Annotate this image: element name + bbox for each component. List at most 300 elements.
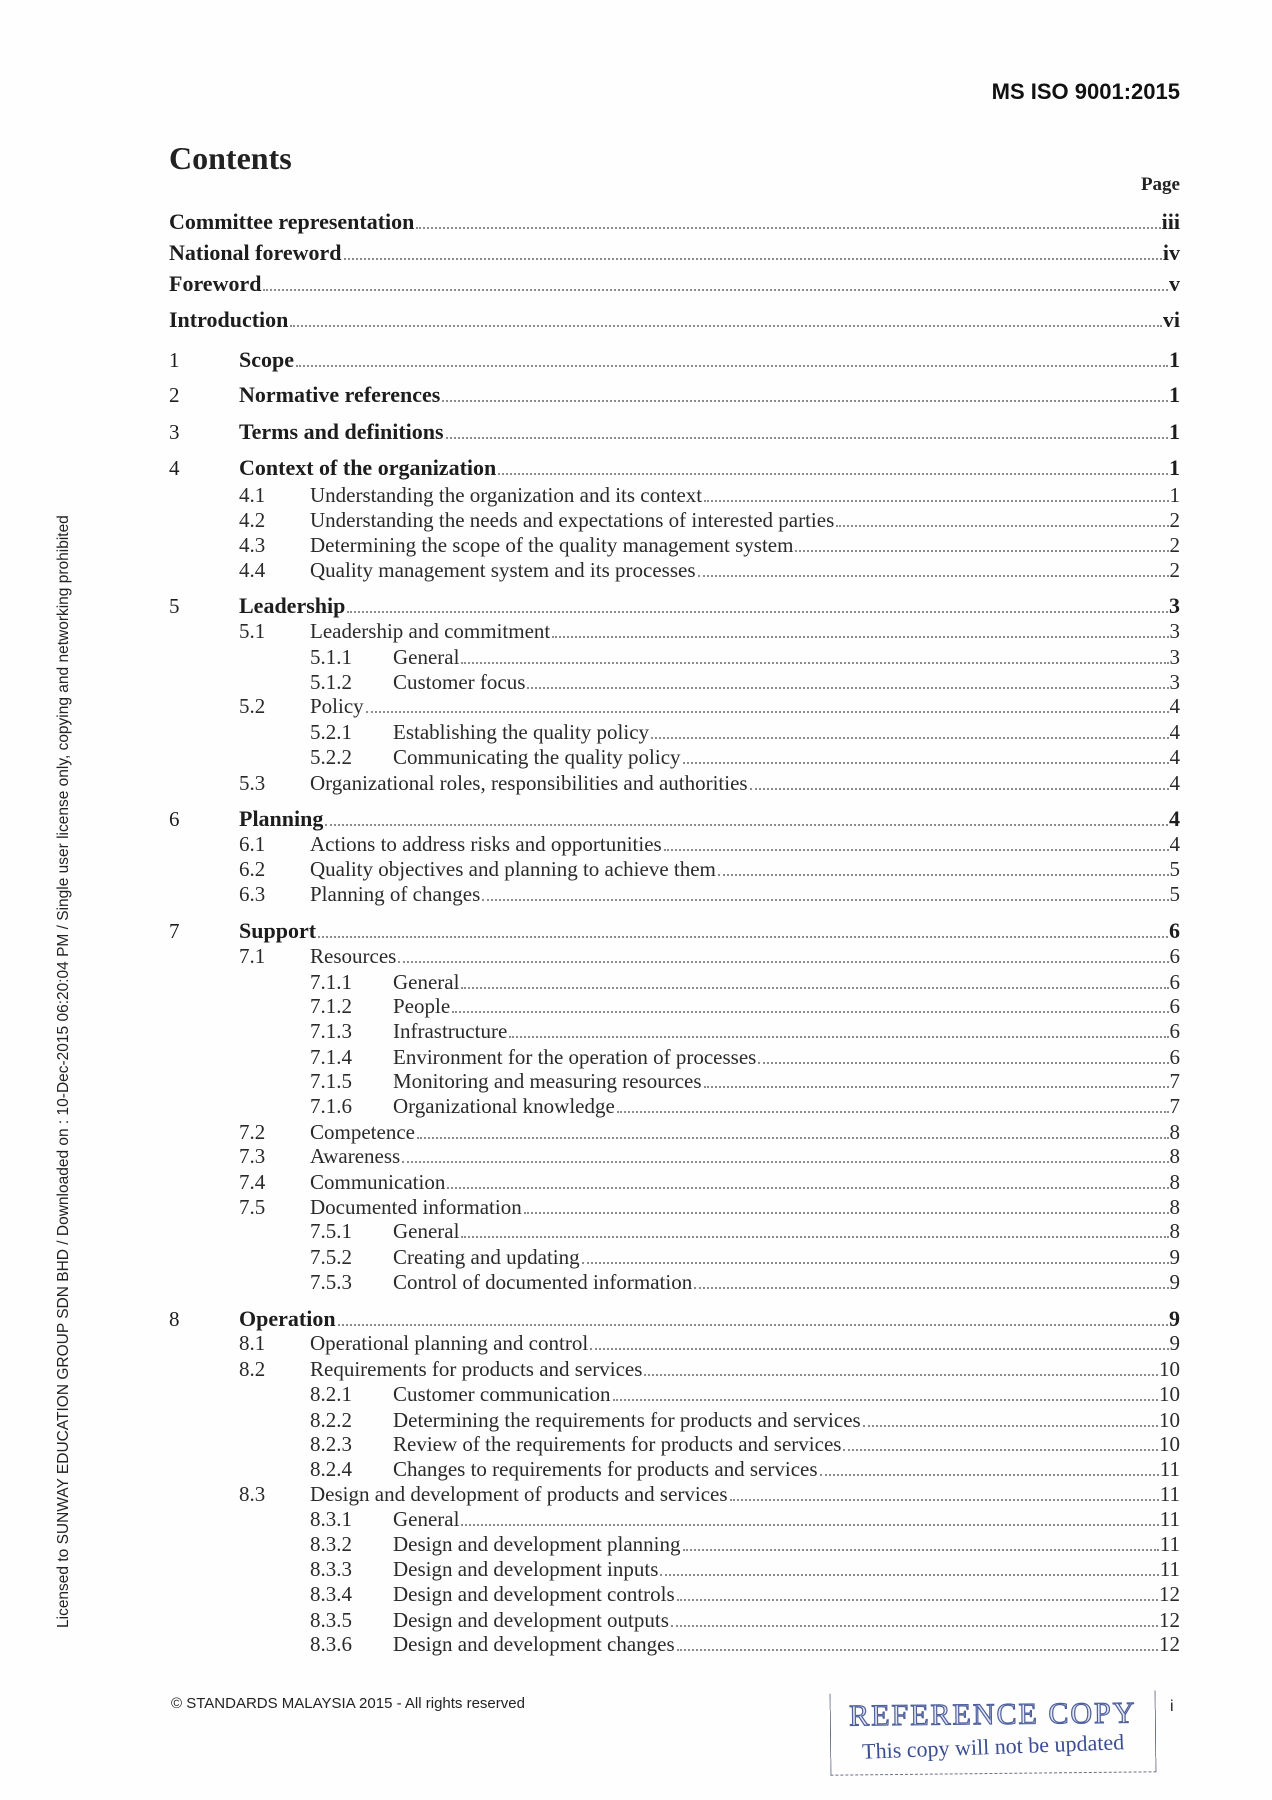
toc-entry-8-3 [0,1481,1272,1507]
toc-entry-line [310,618,1180,644]
subclause-number: 8.1 [239,1331,266,1355]
subsubclause-number: 8.2.4 [310,1457,352,1481]
reference-copy-stamp [830,1690,1157,1775]
subsubclause-number: 7.1.2 [310,994,352,1018]
toc-entry-7-2 [0,1119,1272,1145]
dot-leader [704,500,1168,502]
subclause-title: Design and development of products and services [310,1482,728,1506]
toc-entry-4-4 [0,557,1272,583]
toc-entry-line [393,744,1180,770]
subsubclause-title: Customer focus [393,670,526,694]
toc-entry-8-3-5 [0,1607,1272,1633]
subclause-title: Policy [310,694,364,718]
subclause-title: Understanding the organization and its context [310,483,703,507]
subsubclause-title: Determining the requirements for products and services [393,1408,861,1432]
toc-entry-line [393,1456,1180,1482]
toc-entry-line [310,1330,1180,1356]
toc-entry-line [393,719,1180,745]
dot-leader [582,1262,1169,1264]
subclause-number: 7.2 [239,1120,266,1144]
dot-leader [677,1649,1158,1651]
toc-entry-line [393,1244,1180,1270]
clause-title: Leadership [239,593,346,618]
toc-entry-7-5-3 [0,1269,1272,1295]
subsubclause-title: Environment for the operation of processes [393,1045,757,1069]
toc-entry-6-3 [0,881,1272,907]
subsubclause-number: 7.1.5 [310,1069,352,1093]
subclause-number: 5.2 [239,694,266,718]
subclause-title: Resources [310,944,397,968]
toc-entry-8-3-2 [0,1531,1272,1557]
subclause-title: Understanding the needs and expectations of interested parties [310,508,835,532]
subsubclause-number: 8.2.3 [310,1432,352,1456]
toc-entry-6 [0,806,1272,832]
subsubclause-number: 8.3.1 [310,1507,352,1531]
page-number: 3 [1169,645,1180,669]
toc-entry-8-2-3 [0,1431,1272,1457]
subsubclause-title: Design and development planning [393,1532,681,1556]
subsubclause-number: 8.3.4 [310,1582,352,1606]
subsubclause-title: Control of documented information [393,1270,693,1294]
dot-leader [318,936,1168,938]
toc-entry-line [393,969,1180,995]
stamp-note: This copy will not be updated [861,1729,1125,1764]
toc-entry-8-3-1 [0,1506,1272,1532]
subclause-number: 5.1 [239,619,266,643]
stamp-heading: REFERENCE COPY [849,1696,1137,1733]
toc-entry-7-1 [0,943,1272,969]
subclause-number: 6.2 [239,857,266,881]
toc-entry-line [393,669,1180,695]
subclause-number: 4.4 [239,558,266,582]
toc-entry-8-3-3 [0,1556,1272,1582]
toc-entry-5 [0,593,1272,619]
subsubclause-number: 8.3.5 [310,1608,352,1632]
subclause-title: Actions to address risks and opportunities [310,832,662,856]
subsubclause-number: 5.2.1 [310,720,352,744]
page-number: 6 [1169,994,1180,1018]
toc-entry-7-5 [0,1194,1272,1220]
page-number: 9 [1169,1306,1180,1331]
subsubclause-number: 5.1.1 [310,645,352,669]
subsubclause-title: Monitoring and measuring resources [393,1069,702,1093]
toc-entry-line [239,347,1180,373]
toc-entry-8-2-4 [0,1456,1272,1482]
page-number: 6 [1169,944,1180,968]
toc-entry-line [310,856,1180,882]
toc-entry-7-1-5 [0,1068,1272,1094]
page-number: 11 [1159,1457,1180,1481]
page-number: 6 [1169,970,1180,994]
toc-entry-7-5-2 [0,1244,1272,1270]
toc-entry-line [310,831,1180,857]
dot-leader [704,1086,1169,1088]
page-number: 5 [1169,857,1180,881]
toc-entry-5-2-1 [0,719,1272,745]
dot-leader [398,961,1168,963]
subsubclause-title: General [393,970,460,994]
subclause-number: 6.1 [239,832,266,856]
dot-leader [683,1549,1159,1551]
subsubclause-number: 7.5.1 [310,1219,352,1243]
subsubclause-title: Infrastructure [393,1019,508,1043]
subsubclause-number: 7.1.6 [310,1094,352,1118]
dot-leader [509,1036,1168,1038]
toc-entry-line [393,1044,1180,1070]
dot-leader [417,1137,1169,1139]
toc-entry-6-2 [0,856,1272,882]
toc-entry-line [393,993,1180,1019]
toc-entry-8 [0,1306,1272,1332]
toc-entry-line [393,1407,1180,1433]
subclause-number: 8.2 [239,1357,266,1381]
subsubclause-number: 5.1.2 [310,670,352,694]
subclause-title: Communication [310,1170,446,1194]
page-number: 1 [1169,419,1180,444]
page-number: iv [1162,240,1180,265]
toc-entry-5-2-2 [0,744,1272,770]
subclause-title: Documented information [310,1195,522,1219]
toc-entry-committee-representation [0,209,1272,235]
page-number: 10 [1159,1357,1180,1381]
subsubclause-number: 7.1.1 [310,970,352,994]
subclause-title: Requirements for products and services [310,1357,643,1381]
page-number: 8 [1169,1144,1180,1168]
clause-number: 7 [169,919,180,943]
page-number: 5 [1169,882,1180,906]
entry-title: National foreword [169,240,342,265]
toc-entry-7-4 [0,1169,1272,1195]
toc-entry-line [310,1119,1180,1145]
subsubclause-title: Design and development outputs [393,1608,669,1632]
clause-title: Planning [239,806,324,831]
toc-entry-line [310,1169,1180,1195]
toc-entry-line [393,1093,1180,1119]
subclause-title: Awareness [310,1144,401,1168]
toc-entry-line [393,1556,1180,1582]
subclause-title: Organizational roles, responsibilities and authorities [310,771,748,795]
dot-leader [461,1236,1168,1238]
subclause-number: 7.3 [239,1144,266,1168]
subsubclause-title: General [393,1219,460,1243]
toc-entry-line [310,507,1180,533]
toc-entry-line [239,382,1180,408]
dot-leader [416,227,1160,229]
toc-entry-line [393,1431,1180,1457]
page-number: 9 [1169,1331,1180,1355]
subsubclause-title: Design and development changes [393,1632,675,1656]
toc-entry-line [393,1018,1180,1044]
page-number: 8 [1169,1195,1180,1219]
page-number: iii [1161,209,1180,234]
toc-entry-line [310,1194,1180,1220]
toc-entry-line [393,1531,1180,1557]
page-number: 6 [1169,1045,1180,1069]
clause-title: Terms and definitions [239,419,444,444]
page-number: v [1169,271,1180,296]
dot-leader [677,1599,1158,1601]
dot-leader [344,258,1162,260]
dot-leader [447,1187,1168,1189]
toc-entry-line [239,419,1180,445]
dot-leader [750,788,1169,790]
toc-entry-line [239,806,1180,832]
toc-entry-line [310,770,1180,796]
dot-leader [694,1287,1168,1289]
toc-entry-7-1-2 [0,993,1272,1019]
page-number: 1 [1169,483,1180,507]
toc-entry-line [169,307,1180,333]
toc-entry-line [310,1356,1180,1382]
toc-entry-8-2 [0,1356,1272,1382]
subsubclause-title: Creating and updating [393,1245,580,1269]
toc-entry-line [393,644,1180,670]
toc-entry-line [239,1306,1180,1332]
subsubclause-number: 7.1.4 [310,1045,352,1069]
subsubclause-number: 7.5.3 [310,1270,352,1294]
toc-entry-1 [0,347,1272,373]
subclause-title: Quality management system and its processes [310,558,696,582]
toc-entry-8-2-2 [0,1407,1272,1433]
dot-leader [843,1449,1158,1451]
subclause-number: 7.4 [239,1170,266,1194]
standard-designation: MS ISO 9001:2015 [991,79,1180,104]
page-number: 4 [1169,832,1180,856]
toc-entry-line [310,557,1180,583]
subclause-number: 4.2 [239,508,266,532]
dot-leader [347,611,1168,613]
page-number: 12 [1159,1582,1180,1606]
toc-entry-line [169,271,1180,297]
subsubclause-number: 8.2.2 [310,1408,352,1432]
dot-leader [524,1212,1169,1214]
toc-entry-7 [0,918,1272,944]
dot-leader [461,987,1168,989]
toc-entry-5-3 [0,770,1272,796]
dot-leader [296,365,1168,367]
page-number: 3 [1169,593,1180,618]
subsubclause-number: 7.1.3 [310,1019,352,1043]
toc-entry-line [169,209,1180,235]
page-number: 2 [1169,558,1180,582]
page-number: 4 [1169,720,1180,744]
dot-leader [527,687,1168,689]
page-title: Contents [169,140,292,176]
page-column-label: Page [1140,174,1180,195]
toc-entry-4 [0,455,1272,481]
clause-title: Normative references [239,382,441,407]
toc-entry-line [393,1581,1180,1607]
toc-entry-line [310,881,1180,907]
subclause-number: 6.3 [239,882,266,906]
toc-entry-line [393,1269,1180,1295]
clause-number: 2 [169,383,180,407]
toc-entry-line [393,1631,1180,1657]
subsubclause-title: Organizational knowledge [393,1094,615,1118]
dot-leader [718,874,1169,876]
subsubclause-title: Establishing the quality policy [393,720,650,744]
page-number: 3 [1169,670,1180,694]
page-number: 3 [1169,619,1180,643]
dot-leader [325,824,1168,826]
toc-entry-line [393,1218,1180,1244]
dot-leader [644,1374,1158,1376]
toc-entry-line [393,1068,1180,1094]
dot-leader [263,289,1168,291]
page-number: 12 [1159,1632,1180,1656]
toc-entry-6-1 [0,831,1272,857]
page-number: 11 [1159,1482,1180,1506]
toc-entry-line [239,918,1180,944]
toc-entry-line [393,1607,1180,1633]
toc-entry-3 [0,419,1272,445]
dot-leader [461,662,1168,664]
subclause-number: 4.1 [239,483,266,507]
dot-leader [613,1399,1158,1401]
footer-page-number: i [1170,1698,1174,1715]
dot-leader [482,899,1168,901]
toc-entry-line [310,482,1180,508]
dot-leader [552,636,1168,638]
subsubclause-number: 7.5.2 [310,1245,352,1269]
page-number: vi [1162,307,1180,332]
dot-leader [795,550,1168,552]
entry-title: Committee representation [169,209,415,234]
page-number: 11 [1159,1507,1180,1531]
toc-entry-7-1-4 [0,1044,1272,1070]
subclause-number: 7.1 [239,944,266,968]
dot-leader [660,1574,1158,1576]
dot-leader [698,575,1169,577]
subclause-title: Determining the scope of the quality management system [310,533,794,557]
clause-number: 4 [169,456,180,480]
clause-title: Context of the organization [239,455,497,480]
toc-entry-8-3-6 [0,1631,1272,1657]
subsubclause-title: General [393,1507,460,1531]
page-number: 4 [1169,806,1180,831]
toc-entry-line [239,593,1180,619]
dot-leader [683,762,1169,764]
clause-number: 6 [169,807,180,831]
toc-entry-7-1-6 [0,1093,1272,1119]
subsubclause-number: 8.2.1 [310,1382,352,1406]
dot-leader [671,1625,1158,1627]
subclause-title: Competence [310,1120,415,1144]
dot-leader [452,1011,1168,1013]
clause-title: Support [239,918,317,943]
toc-entry-7-3 [0,1143,1272,1169]
page-number: 8 [1169,1170,1180,1194]
subsubclause-title: Design and development inputs [393,1557,659,1581]
page-number: 6 [1169,1019,1180,1043]
toc-entry-line [310,1481,1180,1507]
page-number: 8 [1169,1219,1180,1243]
dot-leader [730,1499,1159,1501]
page-number: 1 [1169,455,1180,480]
dot-leader [836,525,1168,527]
dot-leader [590,1348,1168,1350]
toc-entry-4-1 [0,482,1272,508]
clause-title: Scope [239,347,294,372]
clause-title: Operation [239,1306,336,1331]
dot-leader [442,400,1168,402]
toc-entry-line [393,1506,1180,1532]
toc-entry-5-1-1 [0,644,1272,670]
dot-leader [617,1111,1169,1113]
subsubclause-number: 8.3.3 [310,1557,352,1581]
subsubclause-number: 8.3.6 [310,1632,352,1656]
subsubclause-number: 8.3.2 [310,1532,352,1556]
page-number: 4 [1169,694,1180,718]
clause-number: 5 [169,594,180,618]
toc-entry-line [393,1381,1180,1407]
clause-number: 3 [169,420,180,444]
toc-entry-line [310,693,1180,719]
subsubclause-title: Changes to requirements for products and services [393,1457,818,1481]
dot-leader [461,1524,1158,1526]
dot-leader [651,737,1168,739]
toc-entry-introduction [0,307,1272,333]
page-number: 10 [1159,1432,1180,1456]
toc-entry-5-2 [0,693,1272,719]
toc-entry-2 [0,382,1272,408]
page-number: 4 [1169,745,1180,769]
subsubclause-title: People [393,994,451,1018]
page-number: 4 [1169,771,1180,795]
toc-entry-line [310,532,1180,558]
page-number: 10 [1159,1408,1180,1432]
subclause-title: Planning of changes [310,882,481,906]
toc-entry-5-1 [0,618,1272,644]
toc-entry-foreword [0,271,1272,297]
toc-entry-8-2-1 [0,1381,1272,1407]
toc-entry-8-3-4 [0,1581,1272,1607]
toc-entry-line [310,1143,1180,1169]
entry-title: Foreword [169,271,262,296]
dot-leader [338,1324,1168,1326]
page-number: 1 [1169,347,1180,372]
toc-entry-national-foreword [0,240,1272,266]
page-number: 11 [1159,1557,1180,1581]
page-number: 2 [1169,508,1180,532]
dot-leader [820,1474,1159,1476]
subclause-number: 7.5 [239,1195,266,1219]
toc-entry-line [239,455,1180,481]
clause-number: 8 [169,1307,180,1331]
dot-leader [863,1425,1158,1427]
toc-entry-8-1 [0,1330,1272,1356]
subsubclause-title: Customer communication [393,1382,611,1406]
page-number: 2 [1169,533,1180,557]
toc-entry-7-1-1 [0,969,1272,995]
page-number: 7 [1169,1094,1180,1118]
toc-entry-line [310,943,1180,969]
subclause-number: 8.3 [239,1482,266,1506]
clause-number: 1 [169,348,180,372]
dot-leader [664,849,1169,851]
subclause-title: Operational planning and control [310,1331,589,1355]
dot-leader [498,473,1168,475]
page-number: 9 [1169,1245,1180,1269]
toc-entry-line [169,240,1180,266]
page-number: 7 [1169,1069,1180,1093]
toc-entry-7-1-3 [0,1018,1272,1044]
entry-title: Introduction [169,307,289,332]
subsubclause-title: Communicating the quality policy [393,745,681,769]
subclause-number: 5.3 [239,771,266,795]
dot-leader [366,711,1169,713]
page-number: 11 [1159,1532,1180,1556]
